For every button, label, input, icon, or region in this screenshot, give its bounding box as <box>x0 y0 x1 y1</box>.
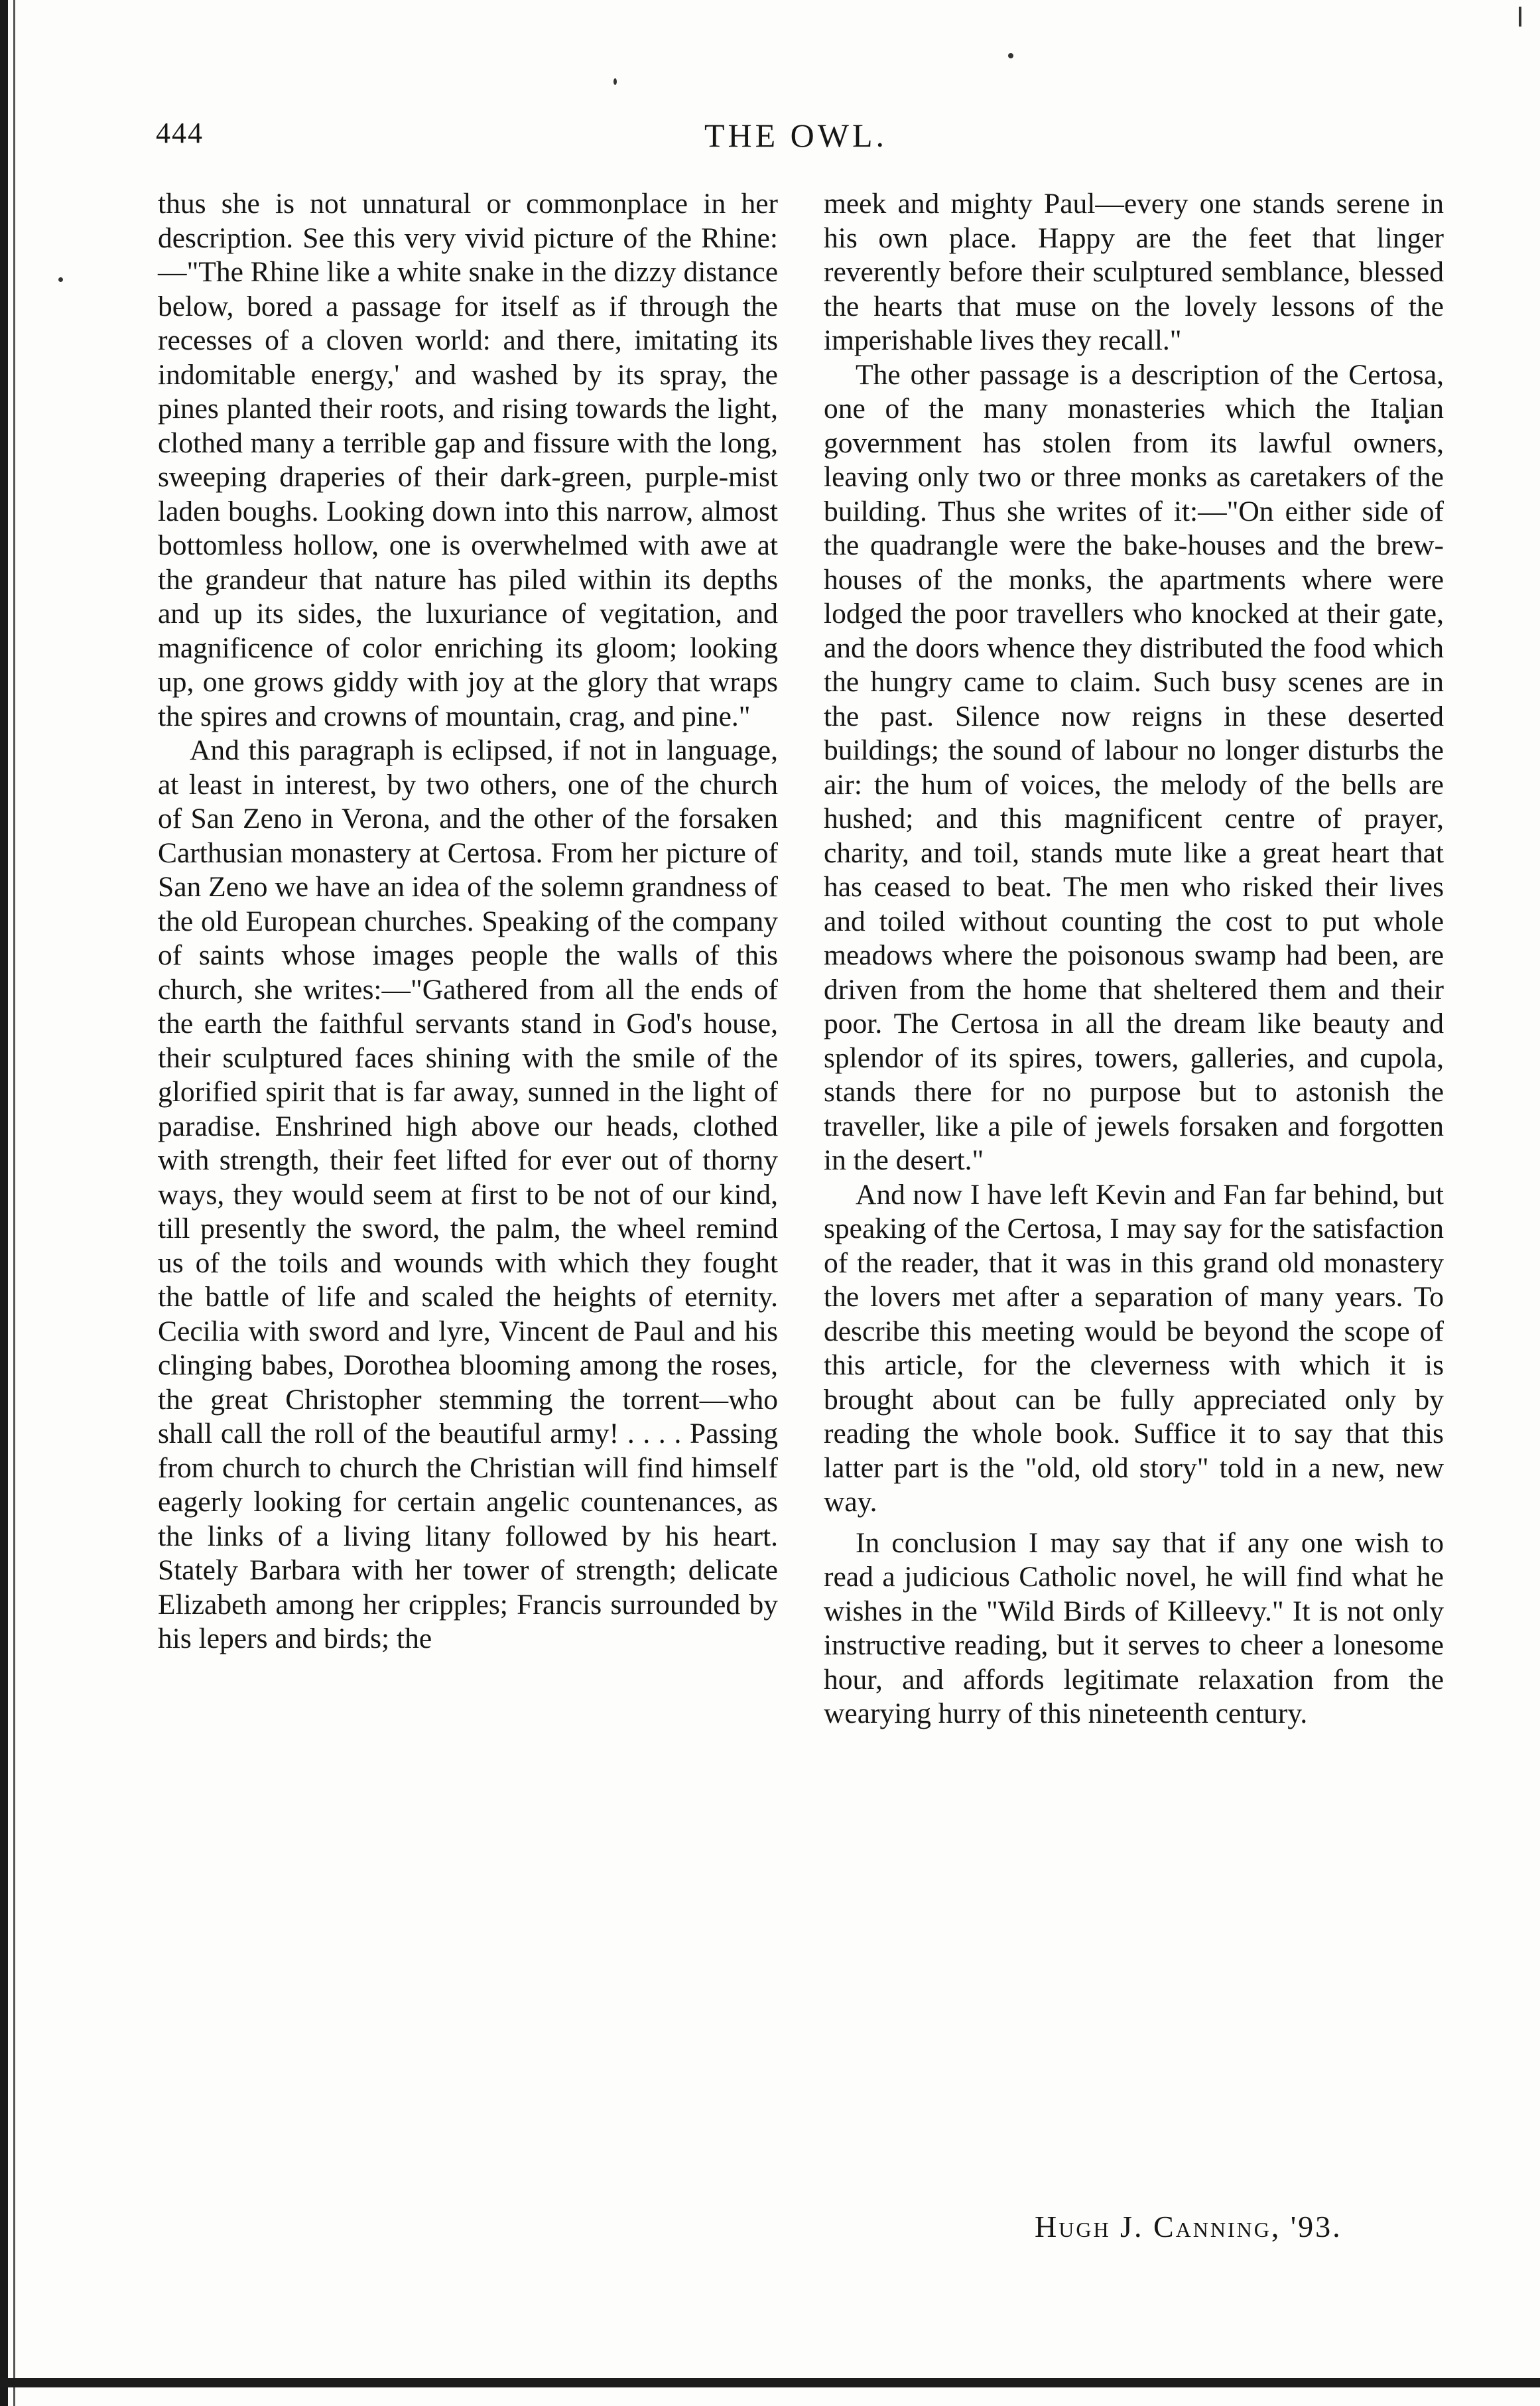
left-column <box>158 187 778 1656</box>
page-number: 444 <box>156 117 204 149</box>
author-signature: Hugh J. Canning, '93. <box>1035 2210 1342 2243</box>
page-edge-line <box>13 0 15 2406</box>
ink-speck <box>1008 53 1013 58</box>
running-head: THE OWL. <box>704 117 888 154</box>
right-column <box>824 187 1444 1731</box>
paragraph: meek and mighty Paul—every one stands serene in his own place. Happy are the feet that linger reverently before their sculptured semblance, blessed the hearts that muse on the lovely lessons of the imperishable lives they recall." <box>824 188 1444 356</box>
paragraph: And this paragraph is eclipsed, if not in language, at least in interest, by two others, one of the church of San Zeno in Verona, and the other of the forsaken Carthusian monastery at Certosa. From her picture of San Zeno we have an idea of the solemn grandness of the old European churches. Speaking of the company of saints whose images people the walls of this church, she writes:—"Gathered from all the ends of the earth the faithful servants stand in God's house, their sculptured faces shining with the smile of the glorified spirit that is far away, sunned in the light of paradise. Enshrined high above our heads, clothed with strength, their feet lifted for ever out of thorny ways, they would seem at first to be not of our kind, till presently the sword, the palm, the wheel remind us of the toils and wounds with which they fought the battle of life and scaled the heights of eternity. Cecilia with sword and lyre, Vincent de Paul and his clinging babes, Dorothea blooming among the roses, the great Christopher stemming the torrent—who shall call the roll of the beautiful army! . . . . Passing from church to church the Christian will find himself eagerly looking for certain angelic countenances, as the links of a living litany followed by his heart. Stately Barbara with her tower of strength; delicate Elizabeth among her cripples; Francis surrounded by his lepers and birds; the <box>158 734 778 1654</box>
paragraph: thus she is not unnatural or commonplace in her description. See this very vivid picture of the Rhine:—"The Rhine like a white snake in the dizzy distance below, bored a passage for itself as if through the recesses of a cloven world: and there, imitating its indomitable energy,' and washed by its spray, the pines planted their roots, and rising towards the light, clothed many a terrible gap and fissure with the long, sweeping draperies of their dark-green, purple-mist laden boughs. Looking down into this narrow, almost bottomless hollow, one is overwhelmed with awe at the grandeur that nature has piled within its depths and up its sides, the luxuriance of vegitation, and magnificence of color enriching its gloom; looking up, one grows giddy with joy at the glory that wraps the spires and crowns of mountain, crag, and pine." <box>158 188 778 732</box>
paragraph: In conclusion I may say that if any one wish to read a judicious Catholic novel, he will find what he wishes in the "Wild Birds of Killeevy." It is not only instructive reading, but it serves to cheer a lonesome hour, and affords legitimate relaxation from the wearying hurry of this nineteenth century. <box>824 1526 1444 1729</box>
ink-speck <box>58 277 63 282</box>
paragraph: And now I have left Kevin and Fan far behind, but speaking of the Certosa, I may say for the satisfaction of the reader, that it was in this grand old monastery the lovers met after a separation of many years. To describe this meeting would be beyond the scope of this article, for the cleverness with which it is brought about can be fully appreciated only by reading the whole book. Suffice it to say that this latter part is the "old, old story" told in a new, new way. <box>824 1178 1444 1518</box>
page-bottom-edge <box>0 2378 1540 2387</box>
scan-mark <box>1519 7 1521 27</box>
page-header <box>156 116 1436 163</box>
paragraph: The other passage is a description of the Certosa, one of the many monasteries which the Italian government has stolen from its lawful owners, leaving only two or three monks as caretakers of the building. Thus she writes of it:—"On either side of the quadrangle were the bake-houses and the brew-houses of the monks, the apartments where were lodged the poor travellers who knocked at their gate, and the doors whence they distributed the food which the hungry came to claim. Such busy scenes are in the past. Silence now reigns in these deserted buildings; the sound of labour no longer disturbs the air: the hum of voices, the melody of the bells are hushed; and this magnificent centre of prayer, charity, and toil, stands mute like a great heart that has ceased to beat. The men who risked their lives and toiled without counting the cost to put whole meadows where the poisonous swamp had been, are driven from the home that sheltered them and their poor. The Certosa in all the dream like beauty and splendor of its spires, towers, galleries, and cupola, stands there for no purpose but to astonish the traveller, like a pile of jewels forsaken and forgotten in the desert." <box>824 358 1444 1176</box>
ink-speck <box>613 78 617 85</box>
page-edge-shadow <box>0 0 8 2406</box>
